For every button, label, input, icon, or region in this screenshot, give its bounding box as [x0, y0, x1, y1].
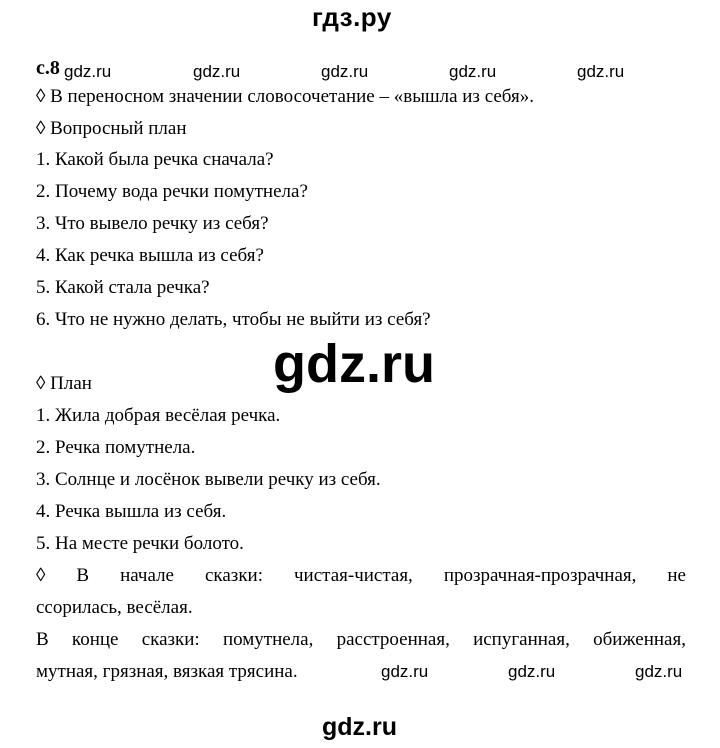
- beginning-description-line-2: ссорилась, весёлая.: [36, 597, 193, 618]
- plan-item: 2. Речка помутнела.: [36, 437, 196, 458]
- question-item: 1. Какой была речка сначала?: [36, 149, 274, 170]
- page-number: с.8: [36, 57, 60, 79]
- word: В: [36, 629, 49, 650]
- watermark: gdz.ru: [381, 662, 429, 681]
- word: В: [76, 565, 90, 586]
- word: обиженная,: [593, 629, 686, 650]
- site-header-watermark: гдз.ру: [312, 2, 392, 32]
- question-item: 5. Какой стала речка?: [36, 277, 210, 298]
- word: помутнела,: [222, 629, 314, 650]
- word: ◊: [36, 565, 46, 586]
- plan-item: 3. Солнце и лосёнок вывели речку из себя.: [36, 469, 381, 490]
- word: прозрачная-прозрачная,: [443, 565, 637, 586]
- question-item: 4. Как речка вышла из себя?: [36, 245, 264, 266]
- question-item: 2. Почему вода речки помутнела?: [36, 181, 308, 202]
- question-plan-title: ◊ Вопросный план: [36, 118, 187, 139]
- watermark: gdz.ru: [64, 62, 112, 81]
- watermark: gdz.ru: [449, 62, 497, 81]
- plan-item: 1. Жила добрая весёлая речка.: [36, 405, 281, 426]
- word: сказки:: [141, 629, 200, 650]
- word: чистая-чистая,: [294, 565, 413, 586]
- plan-item: 4. Речка вышла из себя.: [36, 501, 227, 522]
- end-description-line-2: мутная, грязная, вязкая трясина.: [36, 661, 298, 682]
- word: сказки:: [205, 565, 263, 586]
- question-item: 3. Что вывело речку из себя?: [36, 213, 269, 234]
- watermark: gdz.ru: [635, 662, 683, 681]
- watermark: gdz.ru: [193, 62, 241, 81]
- word: испуганная,: [473, 629, 570, 650]
- word: конце: [71, 629, 119, 650]
- plan-title: ◊ План: [36, 373, 92, 394]
- end-description-line: [36, 629, 686, 651]
- watermark: gdz.ru: [321, 62, 369, 81]
- beginning-description-line: [36, 565, 686, 587]
- watermark: gdz.ru: [577, 62, 625, 81]
- word: расстроенная,: [336, 629, 450, 650]
- figurative-meaning-line: ◊ В переносном значении словосочетание – «вышла из себя».: [36, 86, 534, 107]
- footer-watermark: gdz.ru: [322, 713, 397, 741]
- center-watermark: gdz.ru: [273, 334, 435, 394]
- watermark: gdz.ru: [508, 662, 556, 681]
- word: не: [667, 565, 686, 586]
- question-item: 6. Что не нужно делать, чтобы не выйти из себя?: [36, 309, 431, 330]
- plan-item: 5. На месте речки болото.: [36, 533, 244, 554]
- word: начале: [120, 565, 174, 586]
